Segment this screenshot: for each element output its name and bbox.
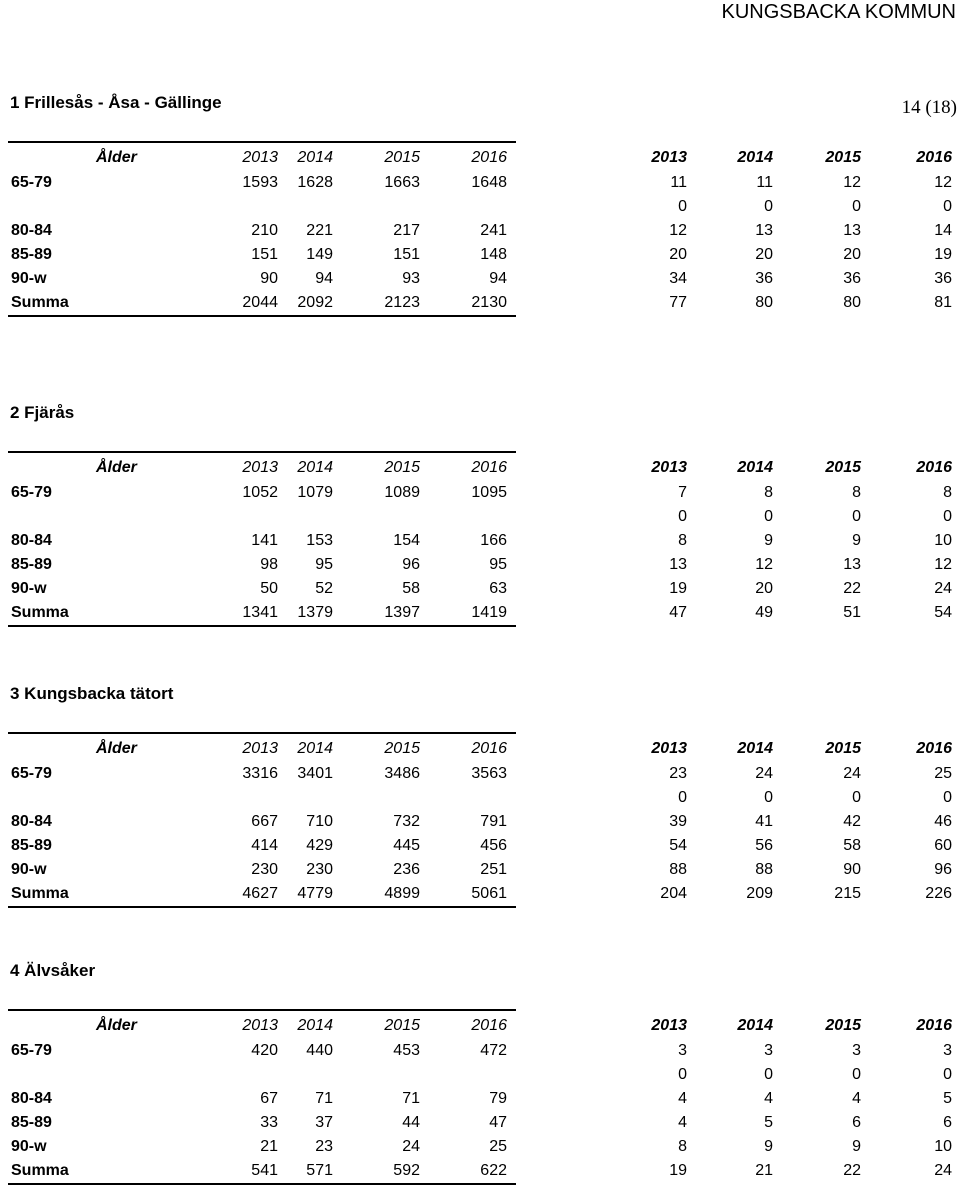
table-cell: 7 — [678, 484, 687, 501]
table-cell: 0 — [852, 508, 861, 525]
table-top-rule — [8, 732, 516, 734]
table-header-row — [0, 1014, 960, 1038]
section-title: 4 Älvsåker — [10, 961, 96, 980]
table-cell: 71 — [402, 1090, 420, 1107]
row-label: 65-79 — [11, 1042, 52, 1059]
table-cell: 39 — [669, 813, 687, 830]
table-cell: 0 — [764, 508, 773, 525]
table-cell: 80 — [843, 294, 861, 311]
table-cell: 8 — [943, 484, 952, 501]
table-cell: 13 — [755, 222, 773, 239]
table-cell: 456 — [480, 837, 507, 854]
table-cell: 36 — [843, 270, 861, 287]
table-cell: 24 — [755, 765, 773, 782]
column-header-age: Ålder — [96, 1017, 137, 1034]
table-cell: 4899 — [384, 885, 420, 902]
table-cell: 22 — [843, 580, 861, 597]
table-cell: 46 — [934, 813, 952, 830]
table-cell: 445 — [393, 837, 420, 854]
row-label: 80-84 — [11, 532, 52, 549]
table-cell: 4 — [678, 1114, 687, 1131]
table-cell: 0 — [943, 1066, 952, 1083]
table-cell: 8 — [764, 484, 773, 501]
page-number: 14 (18) — [901, 97, 957, 118]
table-row — [0, 1111, 960, 1135]
column-header-year: 2013 — [651, 1017, 687, 1034]
table-cell: 1397 — [384, 604, 420, 621]
table-cell: 420 — [251, 1042, 278, 1059]
table-row — [0, 858, 960, 882]
row-label: 65-79 — [11, 484, 52, 501]
column-header-year: 2015 — [384, 149, 420, 166]
table-row — [0, 219, 960, 243]
section-title: 3 Kungsbacka tätort — [10, 684, 174, 703]
table-cell: 414 — [251, 837, 278, 854]
row-label: 80-84 — [11, 813, 52, 830]
column-header-year: 2015 — [825, 740, 861, 757]
table-cell: 1341 — [242, 604, 278, 621]
table-cell: 67 — [260, 1090, 278, 1107]
row-label: 80-84 — [11, 222, 52, 239]
table-cell: 9 — [764, 1138, 773, 1155]
table-cell: 251 — [480, 861, 507, 878]
table-row — [0, 601, 960, 625]
table-cell: 36 — [934, 270, 952, 287]
table-cell: 54 — [669, 837, 687, 854]
table-cell: 151 — [251, 246, 278, 263]
table-cell: 0 — [678, 1066, 687, 1083]
table-cell: 5061 — [471, 885, 507, 902]
table-row — [0, 481, 960, 505]
row-label: 65-79 — [11, 174, 52, 191]
table-cell: 0 — [943, 198, 952, 215]
table-cell: 2130 — [471, 294, 507, 311]
table-row — [0, 882, 960, 906]
table-header-row — [0, 146, 960, 170]
table-cell: 4 — [764, 1090, 773, 1107]
table-cell: 24 — [934, 580, 952, 597]
row-label: 85-89 — [11, 556, 52, 573]
row-label: Summa — [11, 1162, 69, 1179]
column-header-year: 2014 — [297, 459, 333, 476]
table-cell: 98 — [260, 556, 278, 573]
table-cell: 12 — [669, 222, 687, 239]
table-cell: 5 — [764, 1114, 773, 1131]
table-cell: 0 — [678, 508, 687, 525]
table-cell: 56 — [755, 837, 773, 854]
table-cell: 36 — [755, 270, 773, 287]
table-top-rule — [8, 141, 516, 143]
table-cell: 0 — [764, 789, 773, 806]
table-cell: 23 — [669, 765, 687, 782]
table-cell: 80 — [755, 294, 773, 311]
row-label: Summa — [11, 885, 69, 902]
table-row — [0, 577, 960, 601]
column-header-year: 2015 — [825, 1017, 861, 1034]
table-row — [0, 195, 960, 219]
table-cell: 4779 — [297, 885, 333, 902]
table-cell: 1648 — [471, 174, 507, 191]
table-cell: 3 — [943, 1042, 952, 1059]
table-cell: 571 — [306, 1162, 333, 1179]
table-cell: 3 — [678, 1042, 687, 1059]
table-cell: 23 — [315, 1138, 333, 1155]
table-row — [0, 1087, 960, 1111]
table-row — [0, 243, 960, 267]
column-header-year: 2016 — [916, 149, 952, 166]
table-cell: 226 — [925, 885, 952, 902]
column-header-age: Ålder — [96, 740, 137, 757]
table-cell: 0 — [764, 1066, 773, 1083]
table-cell: 54 — [934, 604, 952, 621]
table-cell: 440 — [306, 1042, 333, 1059]
table-cell: 47 — [489, 1114, 507, 1131]
table-cell: 60 — [934, 837, 952, 854]
table-header-row — [0, 737, 960, 761]
table-cell: 2092 — [297, 294, 333, 311]
table-cell: 0 — [678, 789, 687, 806]
table-cell: 0 — [764, 198, 773, 215]
table-cell: 2044 — [242, 294, 278, 311]
table-cell: 667 — [251, 813, 278, 830]
table-cell: 90 — [843, 861, 861, 878]
table-cell: 148 — [480, 246, 507, 263]
column-header-year: 2015 — [384, 459, 420, 476]
table-cell: 151 — [393, 246, 420, 263]
table-cell: 13 — [669, 556, 687, 573]
section-title: 2 Fjärås — [10, 403, 75, 422]
table-cell: 96 — [934, 861, 952, 878]
table-cell: 230 — [306, 861, 333, 878]
table-cell: 21 — [260, 1138, 278, 1155]
column-header-year: 2016 — [471, 149, 507, 166]
table-cell: 453 — [393, 1042, 420, 1059]
table-cell: 0 — [852, 789, 861, 806]
table-cell: 13 — [843, 222, 861, 239]
section-block — [0, 684, 960, 912]
row-label: 65-79 — [11, 765, 52, 782]
table-cell: 12 — [755, 556, 773, 573]
table-cell: 88 — [755, 861, 773, 878]
table-row — [0, 267, 960, 291]
table-cell: 96 — [402, 556, 420, 573]
column-header-year: 2014 — [737, 740, 773, 757]
column-header-year: 2016 — [916, 740, 952, 757]
row-label: 90-w — [11, 861, 47, 878]
table-cell: 58 — [402, 580, 420, 597]
table-cell: 9 — [852, 532, 861, 549]
table-cell: 14 — [934, 222, 952, 239]
row-label: 85-89 — [11, 837, 52, 854]
section-block — [0, 93, 960, 321]
section-block — [0, 961, 960, 1189]
table-cell: 34 — [669, 270, 687, 287]
table-cell: 25 — [489, 1138, 507, 1155]
column-header-year: 2013 — [242, 459, 278, 476]
table-cell: 24 — [843, 765, 861, 782]
table-cell: 1628 — [297, 174, 333, 191]
table-cell: 9 — [764, 532, 773, 549]
table-top-rule — [8, 451, 516, 453]
table-cell: 6 — [943, 1114, 952, 1131]
table-cell: 236 — [393, 861, 420, 878]
table-row — [0, 786, 960, 810]
table-cell: 25 — [934, 765, 952, 782]
column-header-year: 2013 — [242, 740, 278, 757]
table-cell: 8 — [852, 484, 861, 501]
table-cell: 732 — [393, 813, 420, 830]
column-header-year: 2014 — [737, 459, 773, 476]
column-header-year: 2013 — [242, 1017, 278, 1034]
table-row — [0, 1039, 960, 1063]
table-row — [0, 1159, 960, 1183]
column-header-year: 2016 — [916, 459, 952, 476]
table-cell: 1079 — [297, 484, 333, 501]
column-header-age: Ålder — [96, 149, 137, 166]
table-cell: 20 — [755, 580, 773, 597]
table-cell: 429 — [306, 837, 333, 854]
table-cell: 4627 — [242, 885, 278, 902]
table-top-rule — [8, 1009, 516, 1011]
column-header-year: 2016 — [916, 1017, 952, 1034]
table-cell: 3401 — [297, 765, 333, 782]
table-cell: 22 — [843, 1162, 861, 1179]
table-cell: 11 — [756, 174, 773, 191]
table-cell: 90 — [260, 270, 278, 287]
column-header-year: 2015 — [825, 459, 861, 476]
table-cell: 51 — [843, 604, 861, 621]
table-cell: 24 — [934, 1162, 952, 1179]
table-cell: 791 — [480, 813, 507, 830]
table-cell: 71 — [315, 1090, 333, 1107]
table-cell: 93 — [402, 270, 420, 287]
table-cell: 221 — [306, 222, 333, 239]
table-cell: 63 — [489, 580, 507, 597]
table-cell: 47 — [669, 604, 687, 621]
table-row — [0, 810, 960, 834]
table-row — [0, 553, 960, 577]
table-cell: 41 — [755, 813, 773, 830]
table-cell: 58 — [843, 837, 861, 854]
table-cell: 10 — [934, 1138, 952, 1155]
table-bottom-rule — [8, 625, 516, 627]
table-row — [0, 834, 960, 858]
column-header-year: 2014 — [737, 1017, 773, 1034]
table-cell: 77 — [669, 294, 687, 311]
table-cell: 5 — [943, 1090, 952, 1107]
row-label: 85-89 — [11, 1114, 52, 1131]
table-cell: 1419 — [471, 604, 507, 621]
column-header-year: 2014 — [297, 740, 333, 757]
table-cell: 33 — [260, 1114, 278, 1131]
table-cell: 19 — [669, 1162, 687, 1179]
table-cell: 622 — [480, 1162, 507, 1179]
table-row — [0, 1135, 960, 1159]
table-cell: 21 — [755, 1162, 773, 1179]
row-label: 90-w — [11, 580, 47, 597]
table-cell: 44 — [402, 1114, 420, 1131]
table-cell: 0 — [943, 508, 952, 525]
table-cell: 8 — [678, 532, 687, 549]
table-row — [0, 171, 960, 195]
table-cell: 12 — [934, 556, 952, 573]
column-header-year: 2014 — [737, 149, 773, 166]
table-cell: 3563 — [471, 765, 507, 782]
column-header-year: 2013 — [242, 149, 278, 166]
row-label: 80-84 — [11, 1090, 52, 1107]
column-header-year: 2015 — [384, 1017, 420, 1034]
table-cell: 1663 — [384, 174, 420, 191]
section-title: 1 Frillesås - Åsa - Gällinge — [10, 93, 222, 112]
table-cell: 0 — [678, 198, 687, 215]
table-cell: 49 — [755, 604, 773, 621]
table-cell: 149 — [306, 246, 333, 263]
table-cell: 4 — [678, 1090, 687, 1107]
table-bottom-rule — [8, 906, 516, 908]
table-cell: 472 — [480, 1042, 507, 1059]
table-cell: 19 — [669, 580, 687, 597]
table-cell: 6 — [852, 1114, 861, 1131]
table-cell: 204 — [660, 885, 687, 902]
table-cell: 52 — [315, 580, 333, 597]
table-cell: 230 — [251, 861, 278, 878]
row-label: 90-w — [11, 1138, 47, 1155]
table-cell: 710 — [306, 813, 333, 830]
table-cell: 24 — [402, 1138, 420, 1155]
row-label: Summa — [11, 294, 69, 311]
column-header-year: 2015 — [825, 149, 861, 166]
table-cell: 241 — [480, 222, 507, 239]
table-cell: 153 — [306, 532, 333, 549]
table-row — [0, 1063, 960, 1087]
table-cell: 1052 — [242, 484, 278, 501]
table-cell: 42 — [843, 813, 861, 830]
table-cell: 81 — [934, 294, 952, 311]
table-cell: 4 — [852, 1090, 861, 1107]
table-row — [0, 529, 960, 553]
organization-name: KUNGSBACKA KOMMUN — [721, 1, 956, 23]
table-cell: 1379 — [297, 604, 333, 621]
table-cell: 94 — [315, 270, 333, 287]
table-cell: 141 — [251, 532, 278, 549]
table-cell: 3 — [852, 1042, 861, 1059]
table-cell: 1089 — [384, 484, 420, 501]
row-label: 85-89 — [11, 246, 52, 263]
table-cell: 166 — [480, 532, 507, 549]
table-row — [0, 762, 960, 786]
table-cell: 0 — [852, 1066, 861, 1083]
table-bottom-rule — [8, 315, 516, 317]
table-row — [0, 291, 960, 315]
row-label: Summa — [11, 604, 69, 621]
table-cell: 95 — [489, 556, 507, 573]
table-cell: 217 — [393, 222, 420, 239]
table-cell: 1593 — [242, 174, 278, 191]
table-cell: 13 — [843, 556, 861, 573]
column-header-year: 2013 — [651, 149, 687, 166]
table-cell: 94 — [489, 270, 507, 287]
table-cell: 12 — [934, 174, 952, 191]
table-cell: 11 — [670, 174, 687, 191]
table-cell: 8 — [678, 1138, 687, 1155]
column-header-year: 2013 — [651, 459, 687, 476]
column-header-year: 2014 — [297, 149, 333, 166]
table-cell: 3316 — [242, 765, 278, 782]
table-cell: 154 — [393, 532, 420, 549]
column-header-year: 2014 — [297, 1017, 333, 1034]
table-cell: 37 — [315, 1114, 333, 1131]
column-header-year: 2016 — [471, 1017, 507, 1034]
table-row — [0, 505, 960, 529]
table-cell: 210 — [251, 222, 278, 239]
table-cell: 50 — [260, 580, 278, 597]
table-cell: 19 — [934, 246, 952, 263]
table-header-row — [0, 456, 960, 480]
table-cell: 79 — [489, 1090, 507, 1107]
table-cell: 10 — [934, 532, 952, 549]
table-cell: 3486 — [384, 765, 420, 782]
table-cell: 20 — [755, 246, 773, 263]
table-cell: 12 — [843, 174, 861, 191]
table-cell: 3 — [764, 1042, 773, 1059]
table-cell: 1095 — [471, 484, 507, 501]
column-header-year: 2015 — [384, 740, 420, 757]
table-cell: 95 — [315, 556, 333, 573]
table-cell: 20 — [843, 246, 861, 263]
column-header-year: 2016 — [471, 459, 507, 476]
row-label: 90-w — [11, 270, 47, 287]
table-cell: 0 — [852, 198, 861, 215]
table-cell: 209 — [746, 885, 773, 902]
table-cell: 0 — [943, 789, 952, 806]
column-header-year: 2013 — [651, 740, 687, 757]
table-cell: 9 — [852, 1138, 861, 1155]
table-cell: 541 — [251, 1162, 278, 1179]
table-cell: 88 — [669, 861, 687, 878]
table-cell: 2123 — [384, 294, 420, 311]
table-cell: 20 — [669, 246, 687, 263]
table-cell: 592 — [393, 1162, 420, 1179]
column-header-age: Ålder — [96, 459, 137, 476]
section-block — [0, 403, 960, 631]
table-cell: 215 — [834, 885, 861, 902]
column-header-year: 2016 — [471, 740, 507, 757]
